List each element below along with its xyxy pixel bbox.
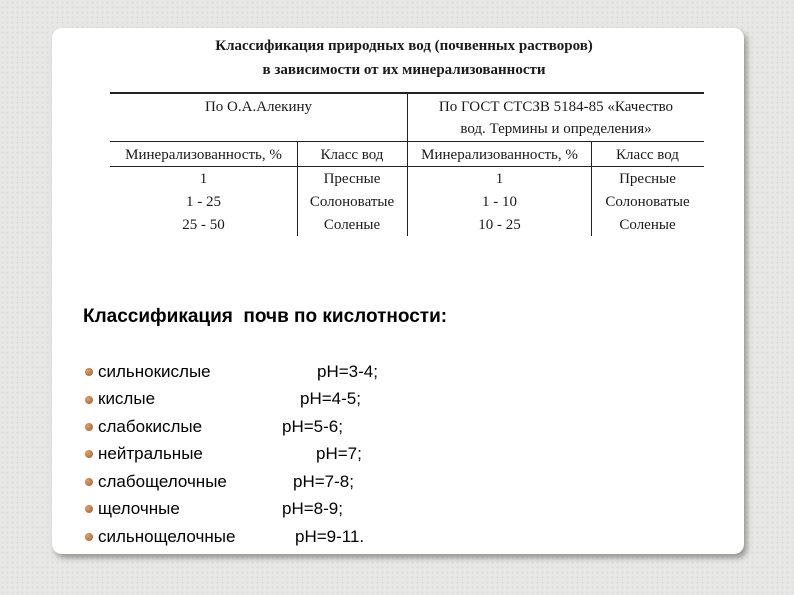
col-header-mineral-left: Минерализованность, % xyxy=(125,147,282,163)
group-header-alekin: По О.А.Алекину xyxy=(204,99,313,115)
table-cell: 1 xyxy=(495,171,504,187)
table-cell: 1 xyxy=(199,171,208,187)
list-item-name: слабокислые xyxy=(98,417,203,436)
list-item-name: кислые xyxy=(98,389,156,408)
list-item-ph: pH=5-6; xyxy=(282,417,343,436)
bullet-icon xyxy=(85,396,93,404)
table-cell: 1 - 25 xyxy=(186,194,221,210)
list-item-ph: pH=4-5; xyxy=(300,389,361,408)
col-header-class-left: Класс вод xyxy=(320,147,384,163)
bullet-icon xyxy=(85,505,93,513)
list-item-name: сильнокислые xyxy=(98,362,211,381)
table-cell: 25 - 50 xyxy=(182,217,225,233)
table-cell: Солоноватые xyxy=(605,194,690,210)
col-header-class-right: Класс вод xyxy=(616,147,679,163)
list-item-ph: pH=7-8; xyxy=(293,472,354,491)
bullet-icon xyxy=(85,533,93,541)
group-header-gost-line2: вод. Термины и определения» xyxy=(460,121,652,137)
table-cell: Соленые xyxy=(619,217,676,233)
acidity-heading: Классификация почв по кислотности: xyxy=(83,306,448,327)
table-cell: 10 - 25 xyxy=(478,217,521,233)
list-item-name: слабощелочные xyxy=(98,472,227,491)
list-item-name: щелочные xyxy=(98,499,180,518)
bullet-icon xyxy=(85,368,93,376)
table-cell: Солоноватые xyxy=(309,194,395,210)
list-item-ph: pH=7; xyxy=(316,444,362,463)
bullet-icon xyxy=(85,478,93,486)
group-header-gost-line1: По ГОСТ СТСЗВ 5184-85 «Качество xyxy=(438,99,674,115)
list-item-name: нейтральные xyxy=(98,444,203,463)
list-item-ph: pH=3-4; xyxy=(317,362,378,381)
table-cell: Пресные xyxy=(619,171,676,187)
table-title-line1: Классификация природных вод (почвенных растворов) xyxy=(215,38,593,54)
table-cell: Соленые xyxy=(323,217,381,233)
list-item-ph: pH=9-11. xyxy=(295,527,365,546)
col-header-mineral-right: Минерализованность, % xyxy=(421,147,578,163)
list-item-ph: pH=8-9; xyxy=(282,499,343,518)
table-cell: 1 - 10 xyxy=(482,194,517,210)
bullet-icon xyxy=(85,450,93,458)
table-cell: Пресные xyxy=(323,171,381,187)
bullet-icon xyxy=(85,423,93,431)
table-title-line2: в зависимости от их минерализованности xyxy=(262,62,546,78)
list-item-name: сильнощелочные xyxy=(98,527,236,546)
